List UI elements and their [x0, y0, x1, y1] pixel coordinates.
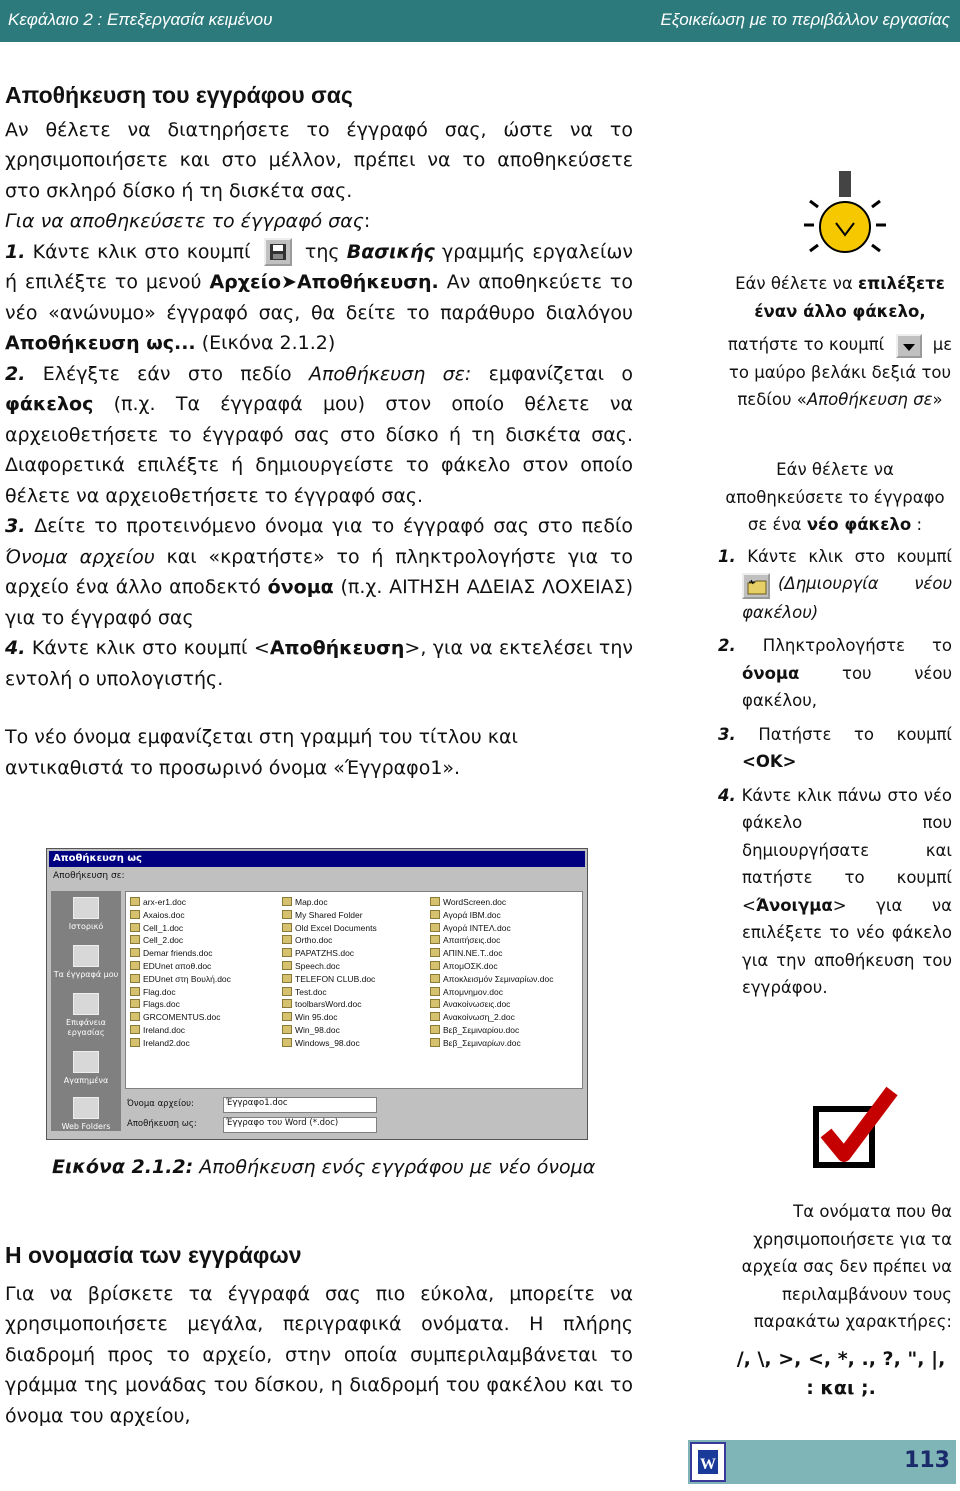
file-item[interactable]: Ortho.doc	[282, 934, 377, 947]
filetype-label: Αποθήκευση ως:	[127, 1119, 197, 1129]
file-column-3	[430, 896, 553, 1050]
file-item[interactable]: ΑΠΙΝ.ΝΕ.Τ..doc	[430, 947, 553, 960]
file-item[interactable]: toolbarsWord.doc	[282, 998, 377, 1011]
file-item[interactable]: Win_98.doc	[282, 1024, 377, 1037]
chapter-title: Κεφάλαιο 2 : Επεξεργασία κειμένου	[8, 10, 273, 29]
file-item[interactable]: Test.doc	[282, 986, 377, 999]
place-web-folders[interactable]: Web Folders	[51, 1097, 121, 1132]
file-item[interactable]: EDUnet αποθ.doc	[130, 960, 231, 973]
file-item[interactable]: EDUnet στη Βουλή.doc	[130, 973, 231, 986]
file-list[interactable]	[125, 891, 583, 1089]
file-item[interactable]: WordScreen.doc	[430, 896, 553, 909]
filename-input[interactable]: Έγγραφο1.doc	[223, 1097, 377, 1113]
page-header	[0, 0, 960, 42]
naming-section	[5, 1240, 633, 1431]
filetype-select[interactable]: Έγγραφο του Word (*.doc)	[223, 1117, 377, 1133]
file-item[interactable]: Αγορά ΙΝΤΕΛ.doc	[430, 922, 553, 935]
invalid-chars: /, \, >, <, *, ., ?, ", |,	[736, 1347, 946, 1370]
file-item[interactable]: PAPATZHS.doc	[282, 947, 377, 960]
file-item[interactable]: Windows_98.doc	[282, 1037, 377, 1050]
place-desktop[interactable]: Επιφάνεια εργασίας	[51, 993, 121, 1038]
section-title: Εξοικείωση με το περιβάλλον εργασίας	[660, 10, 950, 29]
file-item[interactable]: Αποκλεισμόν Σεμιναρίων.doc	[430, 973, 553, 986]
dialog-titlebar: Αποθήκευση ως	[49, 851, 585, 867]
save-section: Αποθήκευση του εγγράφου σας Αν θέλετε να διατηρήσετε το έγγραφό σας, ώστε να το χρησιμοποιήσετε και στο μέλλον, πρέπει να το αποθηκεύσετε στο σκληρό δίσκο ή τη δισκέτα σας. Για να αποθηκεύσετε το έγγραφό σας: 1. Κάντε κλικ στο κουμπί της Βασικής γραμμής εργαλείων ή επιλέξτε το μενού Αρχείο➤Αποθήκευση. Αν αποθηκεύετε το νέο «ανώνυμο» έγγραφό σας, θα δείτε το παράθυρο διαλόγου Αποθήκευση ως... (Εικόνα 2.1.2) 2. Ελέγξτε εάν στο πεδίο Αποθήκευση σε: εμφανίζεται ο φάκελος (π.χ. Τα έγγραφά μου) στον οποίο θέλετε να αρχειοθετήσετε το έγγραφό σας στο δίσκο ή τη δισκέτα σας. Διαφορετικά επιλέξτε ή δημιουργείστε το φάκελο στον οποίο θέλετε να αρχειοθετήσετε το έγγραφό σας. 3. Δείτε το προτεινόμενο όνομα για το έγγραφό σας στο πεδίο Όνομα αρχείου και «κρατήστε» το ή πληκτρολογήστε για το αρχείο ένα άλλο αποδεκτό όνομα (π.χ. ΑΙΤΗΣΗ ΑΔΕΙΑΣ ΛΟΧΕΙΑΣ) για το έγγραφό σας 4. Κάντε κλικ στο κουμπί <Αποθήκευση>, για να εκτελέσει την εντολή ο υπολογιστής. Το νέο όνομα εμφανίζεται στη γραμμή του τίτλου και αντικαθιστά το προσωρινό όνομα «Έγγραφο1».	[5, 80, 633, 783]
step-1: 1. Κάντε κλικ στο κουμπί της Βασικής γραμμής εργαλείων ή επιλέξτε το μενού Αρχείο➤Αποθήκευση. Αν αποθηκεύετε το νέο «ανώνυμο» έγγραφό σας, θα δείτε το παράθυρο διαλόγου Αποθήκευση ως... (Εικόνα 2.1.2)	[5, 237, 633, 359]
step-4: 4. Κάντε κλικ στο κουμπί <Αποθήκευση>, για να εκτελέσει την εντολή ο υπολογιστής.	[5, 637, 633, 690]
place-favorites[interactable]: Αγαπημένα	[51, 1051, 121, 1086]
file-item[interactable]: arx-er1.doc	[130, 896, 231, 909]
place-my-documents[interactable]: Τα έγγραφά μου	[51, 945, 121, 980]
tip-invalid-chars: Τα ονόματα που θα χρησιμοποιήσετε για τα αρχεία σας δεν πρέπει να περιλαμβάνουν τους παρακάτω χαρακτήρες: /, \, >, <, *, ., ?, ", |, : και ;.	[730, 1198, 952, 1403]
lightbulb-icon	[790, 165, 900, 265]
svg-text:W: W	[700, 1456, 716, 1473]
save-intro: Αν θέλετε να διατηρήσετε το έγγραφό σας, ώστε να το χρησιμοποιήσετε και στο μέλλον, πρέπει να το αποθηκεύσετε στο σκληρό δίσκο ή τη δισκέτα σας.	[5, 118, 633, 202]
place-history[interactable]: Ιστορικό	[51, 897, 121, 932]
word-logo-icon	[690, 1442, 726, 1482]
save-disk-icon	[264, 238, 292, 266]
file-item[interactable]: Cell_2.doc	[130, 934, 231, 947]
new-folder-icon	[742, 573, 770, 599]
tip-new-folder: Εάν θέλετε να αποθηκεύσετε το έγγραφο σε ένα νέο φάκελο : 1. Κάντε κλικ στο κουμπί (Δημιουργία νέου φακέλου) 2. Πληκτρολογήστε το όνομα του νέου φακέλου, 3. Πατήστε το κουμπί <ΟΚ> 4. Κάντε κλικ πάνω στο νέο φάκελο που δημιουργήσατε και πατήστε το κουμπί <Άνοιγμα> για να επιλέξετε το νέο φάκελο για την αποθήκευση του εγγράφου.	[718, 460, 952, 997]
file-item[interactable]: Speech.doc	[282, 960, 377, 973]
save-heading: Αποθήκευση του εγγράφου σας	[5, 82, 353, 108]
invalid-chars-2: : και ;.	[806, 1377, 876, 1399]
file-item[interactable]: Ireland2.doc	[130, 1037, 231, 1050]
file-column-2	[282, 896, 377, 1050]
tip-other-folder: Εάν θέλετε να επιλέξετε έναν άλλο φάκελο, πατήστε το κουμπί με το μαύρο βελάκι δεξιά του πεδίου «Αποθήκευση σε»	[727, 274, 953, 409]
step-2: 2. Ελέγξτε εάν στο πεδίο Αποθήκευση σε: εμφανίζεται ο φάκελος (π.χ. Τα έγγραφά μου) στον οποίο θέλετε να αρχειοθετήσετε το έγγραφό σας στο δίσκο ή τη δισκέτα σας. Διαφορετικά επιλέξτε ή δημιουργείστε το φάκελο στον οποίο θέλετε να αρχειοθετήσετε το έγγραφό σας.	[5, 362, 633, 507]
file-item[interactable]: TELEFON CLUB.doc	[282, 973, 377, 986]
file-item[interactable]: Axaios.doc	[130, 909, 231, 922]
file-item[interactable]: My Shared Folder	[282, 909, 377, 922]
save-result: Το νέο όνομα εμφανίζεται στη γραμμή του τίτλου και αντικαθιστά το προσωρινό όνομα «Έγγραφο1».	[5, 726, 518, 779]
dropdown-arrow-icon	[896, 334, 922, 358]
file-item[interactable]: Old Excel Documents	[282, 922, 377, 935]
checkmark-icon	[808, 1085, 898, 1175]
file-item[interactable]: Map.doc	[282, 896, 377, 909]
page-number: 113	[904, 1448, 950, 1473]
naming-body: Για να βρίσκετε τα έγγραφά σας πιο εύκολα, μπορείτε να χρησιμοποιήσετε μεγάλα, περιγραφικά ονόματα. Η πλήρης διαδρομή προς το αρχείο, στην οποία συμπεριλαμβάνεται το γράμμα της μονάδας του δίσκου, η διαδρομή του φακέλου και το όνομα του αρχείου,	[5, 1282, 633, 1427]
file-item[interactable]: Ανακοίνωση_2.doc	[430, 1011, 553, 1024]
places-bar	[51, 891, 121, 1131]
figure-caption: Εικόνα 2.1.2: Αποθήκευση ενός εγγράφου με νέο όνομα	[52, 1156, 596, 1178]
file-item[interactable]: Απομνημον.doc	[430, 986, 553, 999]
file-item[interactable]: Flag.doc	[130, 986, 231, 999]
file-item[interactable]: Απαιτήσεις.doc	[430, 934, 553, 947]
file-item[interactable]: Αγορά IBM.doc	[430, 909, 553, 922]
step-3: 3. Δείτε το προτεινόμενο όνομα για το έγγραφό σας στο πεδίο Όνομα αρχείου και «κρατήστε» το ή πληκτρολογήστε για το αρχείο ένα άλλο αποδεκτό όνομα (π.χ. ΑΙΤΗΣΗ ΑΔΕΙΑΣ ΛΟΧΕΙΑΣ) για το έγγραφό σας	[5, 515, 634, 629]
file-item[interactable]: Ανακοίνωσεις.doc	[430, 998, 553, 1011]
file-item[interactable]: Βεβ_Σεμιναρίων.doc	[430, 1037, 553, 1050]
file-item[interactable]: Βεβ_Σεμιναρίου.doc	[430, 1024, 553, 1037]
naming-heading: Η ονομασία των εγγράφων	[5, 1242, 302, 1268]
save-as-dialog	[46, 848, 588, 1140]
file-column-1	[130, 896, 231, 1050]
file-item[interactable]: ΑπομΟΣΚ.doc	[430, 960, 553, 973]
file-item[interactable]: Flags.doc	[130, 998, 231, 1011]
save-howto: Για να αποθηκεύσετε το έγγραφό σας	[5, 210, 364, 232]
file-item[interactable]: Cell_1.doc	[130, 922, 231, 935]
file-item[interactable]: Win 95.doc	[282, 1011, 377, 1024]
filename-label: Όνομα αρχείου:	[127, 1099, 194, 1109]
save-in-label: Αποθήκευση σε:	[53, 871, 125, 881]
file-item[interactable]: GRCOMENTUS.doc	[130, 1011, 231, 1024]
file-item[interactable]: Ireland.doc	[130, 1024, 231, 1037]
file-item[interactable]: Demar friends.doc	[130, 947, 231, 960]
